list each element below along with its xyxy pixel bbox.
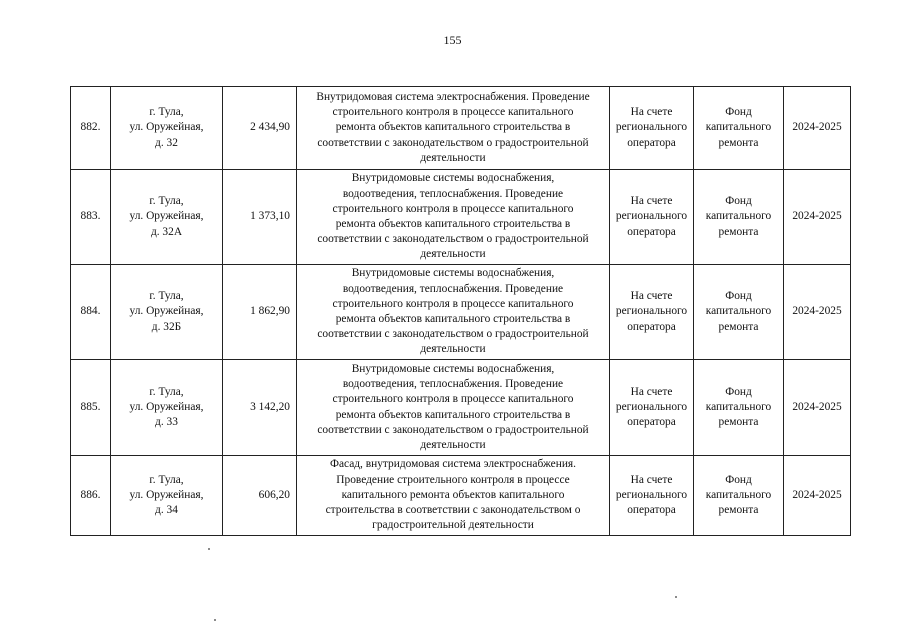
address-house: д. 33 bbox=[155, 416, 178, 429]
fund-cell bbox=[694, 87, 784, 170]
works-line: капитального ремонта объектов капитального bbox=[341, 488, 565, 501]
area-value: 1 373,10 bbox=[223, 170, 297, 265]
table-row bbox=[71, 360, 851, 456]
works-line: Фасад, внутридомовая система электроснабжения. bbox=[329, 458, 577, 471]
works-line: соответствии с законодательством о градостроительной bbox=[317, 233, 589, 246]
works-line: соответствии с законодательством о градостроительной bbox=[317, 423, 589, 436]
table-row bbox=[71, 265, 851, 360]
funding-source-line: На счете bbox=[630, 195, 673, 208]
address-street: ул. Оружейная, bbox=[129, 121, 204, 134]
works-line: строительного контроля в процессе капитального bbox=[332, 393, 574, 406]
scan-speck bbox=[208, 548, 210, 550]
row-number: 884. bbox=[71, 265, 111, 360]
fund-line: ремонта bbox=[718, 504, 759, 517]
works-line: водоотведения, теплоснабжения. Проведение bbox=[342, 282, 564, 295]
page-number: 155 bbox=[443, 33, 462, 47]
funding-source-line: регионального bbox=[615, 488, 688, 501]
funding-source-cell bbox=[610, 360, 694, 456]
address-cell bbox=[111, 360, 223, 456]
address-street: ул. Оружейная, bbox=[129, 400, 204, 413]
fund-line: капитального bbox=[705, 305, 772, 318]
funding-source-line: регионального bbox=[615, 210, 688, 223]
fund-cell bbox=[694, 360, 784, 456]
address-city: г. Тула, bbox=[149, 106, 184, 119]
funding-source-line: оператора bbox=[627, 136, 676, 149]
funding-source-line: оператора bbox=[627, 416, 676, 429]
funding-source-line: регионального bbox=[615, 400, 688, 413]
address-city: г. Тула, bbox=[149, 473, 184, 486]
fund-line: Фонд bbox=[725, 195, 752, 208]
fund-cell bbox=[694, 456, 784, 536]
fund-cell bbox=[694, 170, 784, 265]
funding-source-line: регионального bbox=[615, 305, 688, 318]
address-city: г. Тула, bbox=[149, 385, 184, 398]
works-cell bbox=[297, 87, 610, 170]
works-line: деятельности bbox=[420, 438, 486, 451]
table-row bbox=[71, 87, 851, 170]
works-line: ремонта объектов капитального строительства в bbox=[335, 313, 571, 325]
fund-line: капитального bbox=[705, 121, 772, 134]
works-line: Внутридомовые системы водоснабжения, bbox=[351, 267, 555, 280]
fund-line: Фонд bbox=[725, 290, 752, 303]
repair-schedule-table bbox=[70, 86, 851, 536]
funding-source-line: На счете bbox=[630, 473, 673, 486]
funding-source-line: На счете bbox=[630, 106, 673, 119]
works-line: соответствии с законодательством о градостроительной bbox=[317, 136, 589, 149]
fund-line: ремонта bbox=[718, 136, 759, 149]
funding-source-cell bbox=[610, 456, 694, 536]
address-house: д. 34 bbox=[155, 504, 178, 517]
funding-source-line: На счете bbox=[630, 290, 673, 303]
works-line: ремонта объектов капитального строительства в bbox=[335, 218, 571, 230]
funding-source-line: оператора bbox=[627, 504, 676, 517]
funding-source-cell bbox=[610, 170, 694, 265]
scan-speck bbox=[214, 619, 216, 621]
fund-line: ремонта bbox=[718, 416, 759, 429]
fund-line: ремонта bbox=[718, 320, 759, 333]
fund-line: ремонта bbox=[718, 225, 759, 238]
funding-source-cell bbox=[610, 265, 694, 360]
address-street: ул. Оружейная, bbox=[129, 305, 204, 318]
funding-source-cell bbox=[610, 87, 694, 170]
funding-source-line: оператора bbox=[627, 225, 676, 238]
works-line: соответствии с законодательством о градостроительной bbox=[317, 328, 589, 341]
works-line: строительства в соответствии с законодательством о bbox=[325, 504, 581, 517]
works-cell bbox=[297, 170, 610, 265]
address-cell bbox=[111, 87, 223, 170]
works-line: ремонта объектов капитального строительства в bbox=[335, 408, 571, 421]
area-value: 2 434,90 bbox=[223, 87, 297, 170]
fund-line: Фонд bbox=[725, 106, 752, 119]
works-line: Проведение строительного контроля в процессе bbox=[336, 473, 570, 486]
works-line: деятельности bbox=[420, 248, 486, 261]
works-cell bbox=[297, 265, 610, 360]
works-line: строительного контроля в процессе капитального bbox=[332, 202, 574, 215]
fund-line: Фонд bbox=[725, 473, 752, 486]
fund-line: Фонд bbox=[725, 385, 752, 398]
address-cell bbox=[111, 265, 223, 360]
works-line: водоотведения, теплоснабжения. Проведение bbox=[342, 378, 564, 391]
row-number: 885. bbox=[71, 360, 111, 456]
address-city: г. Тула, bbox=[149, 195, 184, 208]
address-street: ул. Оружейная, bbox=[129, 488, 204, 501]
works-line: ремонта объектов капитального строительства в bbox=[335, 121, 571, 134]
works-cell bbox=[297, 456, 610, 536]
period-cell: 2024-2025 bbox=[784, 170, 851, 265]
works-cell bbox=[297, 360, 610, 456]
row-number: 886. bbox=[71, 456, 111, 536]
works-line: деятельности bbox=[420, 343, 486, 356]
area-value: 606,20 bbox=[223, 456, 297, 536]
works-line: градостроительной деятельности bbox=[372, 519, 534, 532]
address-cell bbox=[111, 170, 223, 265]
funding-source-line: оператора bbox=[627, 320, 676, 333]
area-value: 3 142,20 bbox=[223, 360, 297, 456]
table-row bbox=[71, 456, 851, 536]
works-line: Внутридомовые системы водоснабжения, bbox=[351, 362, 555, 375]
works-line: Внутридомовые системы водоснабжения, bbox=[351, 172, 555, 185]
period-cell: 2024-2025 bbox=[784, 360, 851, 456]
address-house: д. 32 bbox=[155, 136, 178, 149]
address-cell bbox=[111, 456, 223, 536]
row-number: 883. bbox=[71, 170, 111, 265]
works-line: строительного контроля в процессе капитального bbox=[332, 106, 574, 119]
address-street: ул. Оружейная, bbox=[129, 210, 204, 223]
period-cell: 2024-2025 bbox=[784, 456, 851, 536]
funding-source-line: На счете bbox=[630, 385, 673, 398]
row-number: 882. bbox=[71, 87, 111, 170]
works-line: деятельности bbox=[420, 151, 486, 164]
scan-speck bbox=[675, 596, 677, 598]
area-value: 1 862,90 bbox=[223, 265, 297, 360]
period-cell: 2024-2025 bbox=[784, 265, 851, 360]
address-house: д. 32Б bbox=[151, 320, 182, 333]
fund-cell bbox=[694, 265, 784, 360]
fund-line: капитального bbox=[705, 400, 772, 413]
fund-line: капитального bbox=[705, 488, 772, 501]
address-house: д. 32А bbox=[150, 225, 183, 238]
table-row bbox=[71, 170, 851, 265]
works-line: строительного контроля в процессе капитального bbox=[332, 297, 574, 310]
address-city: г. Тула, bbox=[149, 290, 184, 303]
period-cell: 2024-2025 bbox=[784, 87, 851, 170]
works-line: водоотведения, теплоснабжения. Проведение bbox=[342, 187, 564, 200]
funding-source-line: регионального bbox=[615, 121, 688, 134]
fund-line: капитального bbox=[705, 210, 772, 223]
works-line: Внутридомовая система электроснабжения. Проведение bbox=[316, 90, 590, 103]
